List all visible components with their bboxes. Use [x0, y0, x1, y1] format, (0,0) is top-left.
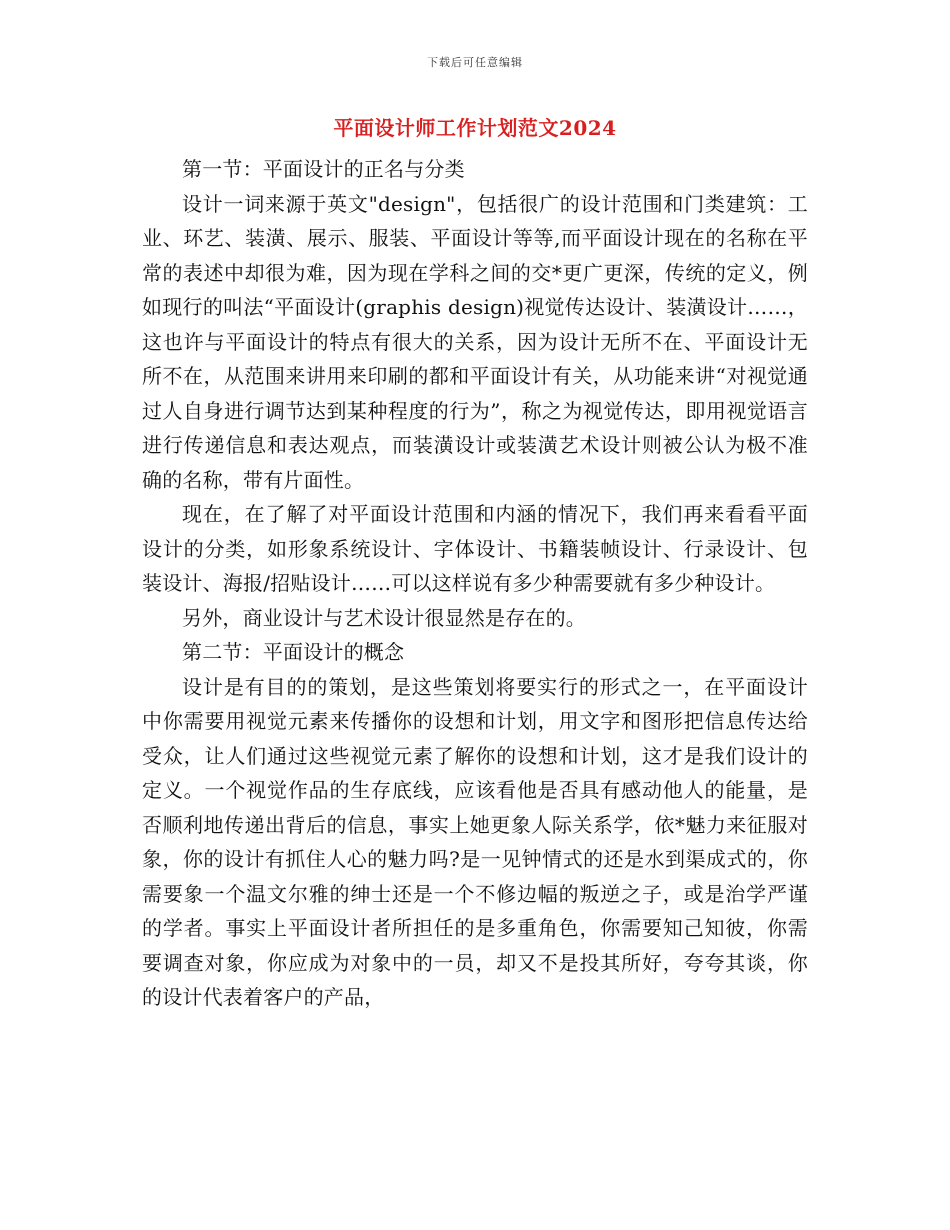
body-paragraph: 另外，商业设计与艺术设计很显然是存在的。 [182, 605, 586, 630]
section-heading-1: 第一节：平面设计的正名与分类 [182, 157, 465, 181]
body-paragraph: 设计是有目的的策划，是这些策划将要实行的形式之一，在平面设计中你需要用视觉元素来传播你的设想和计划，用文字和图形把信息传达给受众，让人们通过这些视觉元素了解你的设想和计划，这才是我们设计的定义。一个视觉作品的生存底线，应该看他是否具有感动他人的能量，是否顺利地传递出背后的信息，事实上她更象人际关系学，依*魅力来征服对象，你的设计有抓住人心的魅力吗?是一见钟情式的还是水到渠成式的，你需要象一个温文尔雅的绅士还是一个不修边幅的叛逆之子，或是治学严谨的学者。事实上平面设计者所担任的是多重角色，你需要知己知彼，你需要调查对象，你应成为对象中的一员，却又不是投其所好，夸夸其谈，你的设计代表着客户的产品， [142, 674, 808, 1009]
body-paragraph: 现在，在了解了对平面设计范围和内涵的情况下，我们再来看看平面设计的分类，如形象系统设计、字体设计、书籍装帧设计、行录设计、包装设计、海报/招贴设计……可以这样说有多少种需要就有多少种设计。 [142, 502, 808, 595]
document-body [142, 152, 808, 1015]
body-paragraph: 设计一词来源于英文"design"，包括很广的设计范围和门类建筑：工业、环艺、装潢、展示、服装、平面设计等等,而平面设计现在的名称在平常的表述中却很为难，因为现在学科之间的交*更广更深，传统的定义，例如现行的叫法“平面设计(graphis design)视觉传达设计、装潢设计……，这也许与平面设计的特点有很大的关系，因为设计无所不在、平面设计无所不在，从范围来讲用来印刷的都和平面设计有关，从功能来讲“对视觉通过人自身进行调节达到某种程度的行为”，称之为视觉传达，即用视觉语言进行传递信息和表达观点，而装潢设计或装潢艺术设计则被公认为极不准确的名称，带有片面性。 [142, 191, 808, 492]
header-note: 下载后可任意编辑 [427, 56, 523, 69]
document-title: 平面设计师工作计划范文2024 [333, 116, 617, 140]
section-heading-2: 第二节：平面设计的概念 [182, 640, 405, 664]
